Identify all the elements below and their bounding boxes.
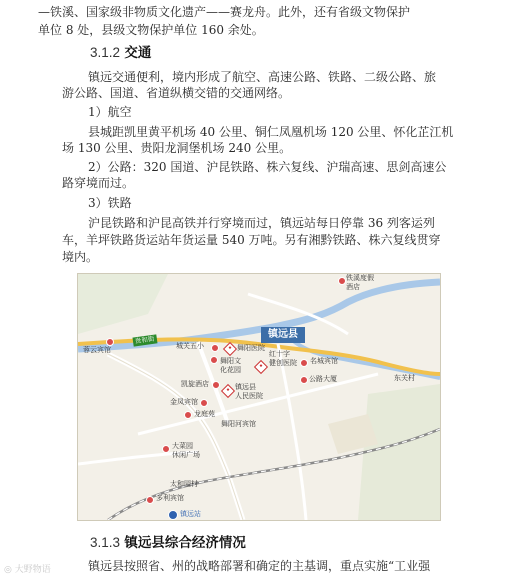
paragraph-line: 镇远交通便利，境内形成了航空、高速公路、铁路、二级公路、旅: [88, 70, 437, 84]
map-label-taihe: 太和园村: [170, 480, 198, 488]
map-label-rongyun: 蓉云宾馆: [83, 346, 111, 354]
section-heading: [90, 44, 151, 62]
map-label-gonglu: 公路大厦: [309, 375, 337, 383]
paragraph-line: 场 130 公里、贵阳龙洞堡机场 240 公里。: [62, 141, 292, 155]
road-label: 贵和街: [132, 334, 157, 346]
map-label-dongguan: 东关村: [394, 374, 415, 382]
paragraph-line: 沪昆铁路和沪昆高铁并行穿境而过，镇远站每日停靠 36 列客运列: [88, 216, 435, 230]
map-label-station: 镇远站: [180, 510, 201, 518]
map-label-longting: 龙庭苑: [194, 410, 215, 418]
map-label-jianchuang: 健创医院: [269, 359, 297, 367]
map-label-wuyang-hospital: 舞阳医院: [237, 344, 265, 352]
poi-marker: [200, 399, 208, 407]
poi-marker: [300, 376, 308, 384]
map-label-kaixuan: 凯旋酒店: [181, 380, 209, 388]
map-label-jinfeng: 金凤宾馆: [170, 398, 198, 406]
poi-marker: [212, 381, 220, 389]
poi-marker: [162, 445, 170, 453]
list-item: 3）铁路: [88, 196, 132, 210]
station-icon: [168, 510, 178, 520]
poi-marker: [338, 277, 346, 285]
map-label-hotel: 酒店: [346, 283, 360, 291]
poi-marker: [300, 359, 308, 367]
section-heading: [90, 534, 246, 552]
section-number: 3.1.2: [90, 45, 121, 60]
paragraph-line: 县城距凯里黄平机场 40 公里、铜仁凤凰机场 120 公里、怀化芷江机: [88, 125, 454, 139]
poi-marker: [146, 496, 154, 504]
paragraph-line: 镇远县按照省、州的战略部署和确定的主基调，重点实施“工业强: [88, 559, 431, 573]
map-label-wuyang-culture: 舞阳文: [220, 357, 241, 365]
map-label-dayang: 大菜园: [172, 442, 193, 450]
paragraph-line: 游公路、国道、省道纵横交错的交通网络。: [62, 86, 291, 100]
map-title: 镇远县: [261, 327, 305, 343]
list-item: 2）公路：320 国道、沪昆铁路、株六复线、沪瑞高速、思剑高速公: [88, 160, 447, 174]
paragraph-line: 路穿境而过。: [62, 176, 135, 190]
map-label-redcross: 红十字: [269, 350, 290, 358]
paragraph-line: 境内。: [62, 250, 99, 264]
county-map: [77, 273, 441, 521]
poi-marker: [210, 356, 218, 364]
poi-marker: [184, 411, 192, 419]
poi-marker: [106, 338, 114, 346]
section-number: 3.1.3: [90, 535, 121, 550]
map-label-tiexi: 铁溪度假: [346, 274, 374, 282]
map-label-mingcheng: 名城宾馆: [310, 357, 338, 365]
list-item: 1）航空: [88, 105, 132, 119]
watermark: ◎ 大野物语: [4, 565, 51, 575]
map-label-renmin: 镇远县: [235, 383, 256, 391]
section-title: 镇远县综合经济情况: [124, 535, 246, 551]
paragraph-line: 单位 8 处，县级文物保护单位 160 余处。: [38, 23, 264, 37]
map-label-wuyang-culture2: 化花园: [220, 366, 241, 374]
poi-marker: [211, 344, 219, 352]
map-label-duoli: 多利宾馆: [156, 494, 184, 502]
map-label-renmin2: 人民医院: [235, 392, 263, 400]
map-label-chengguan: 城关五小: [176, 342, 204, 350]
map-label-xiuxian: 休闲广场: [172, 451, 200, 459]
map-label-wuyanghe: 舞阳河宾馆: [221, 420, 256, 428]
paragraph-line: 车，羊坪铁路货运站年货运量 540 万吨。另有湘黔铁路、株六复线贯穿: [62, 233, 441, 247]
paragraph-line: —铁溪、国家级非物质文化遗产——赛龙舟。此外，还有省级文物保护: [38, 5, 411, 19]
section-title: 交通: [124, 45, 152, 61]
